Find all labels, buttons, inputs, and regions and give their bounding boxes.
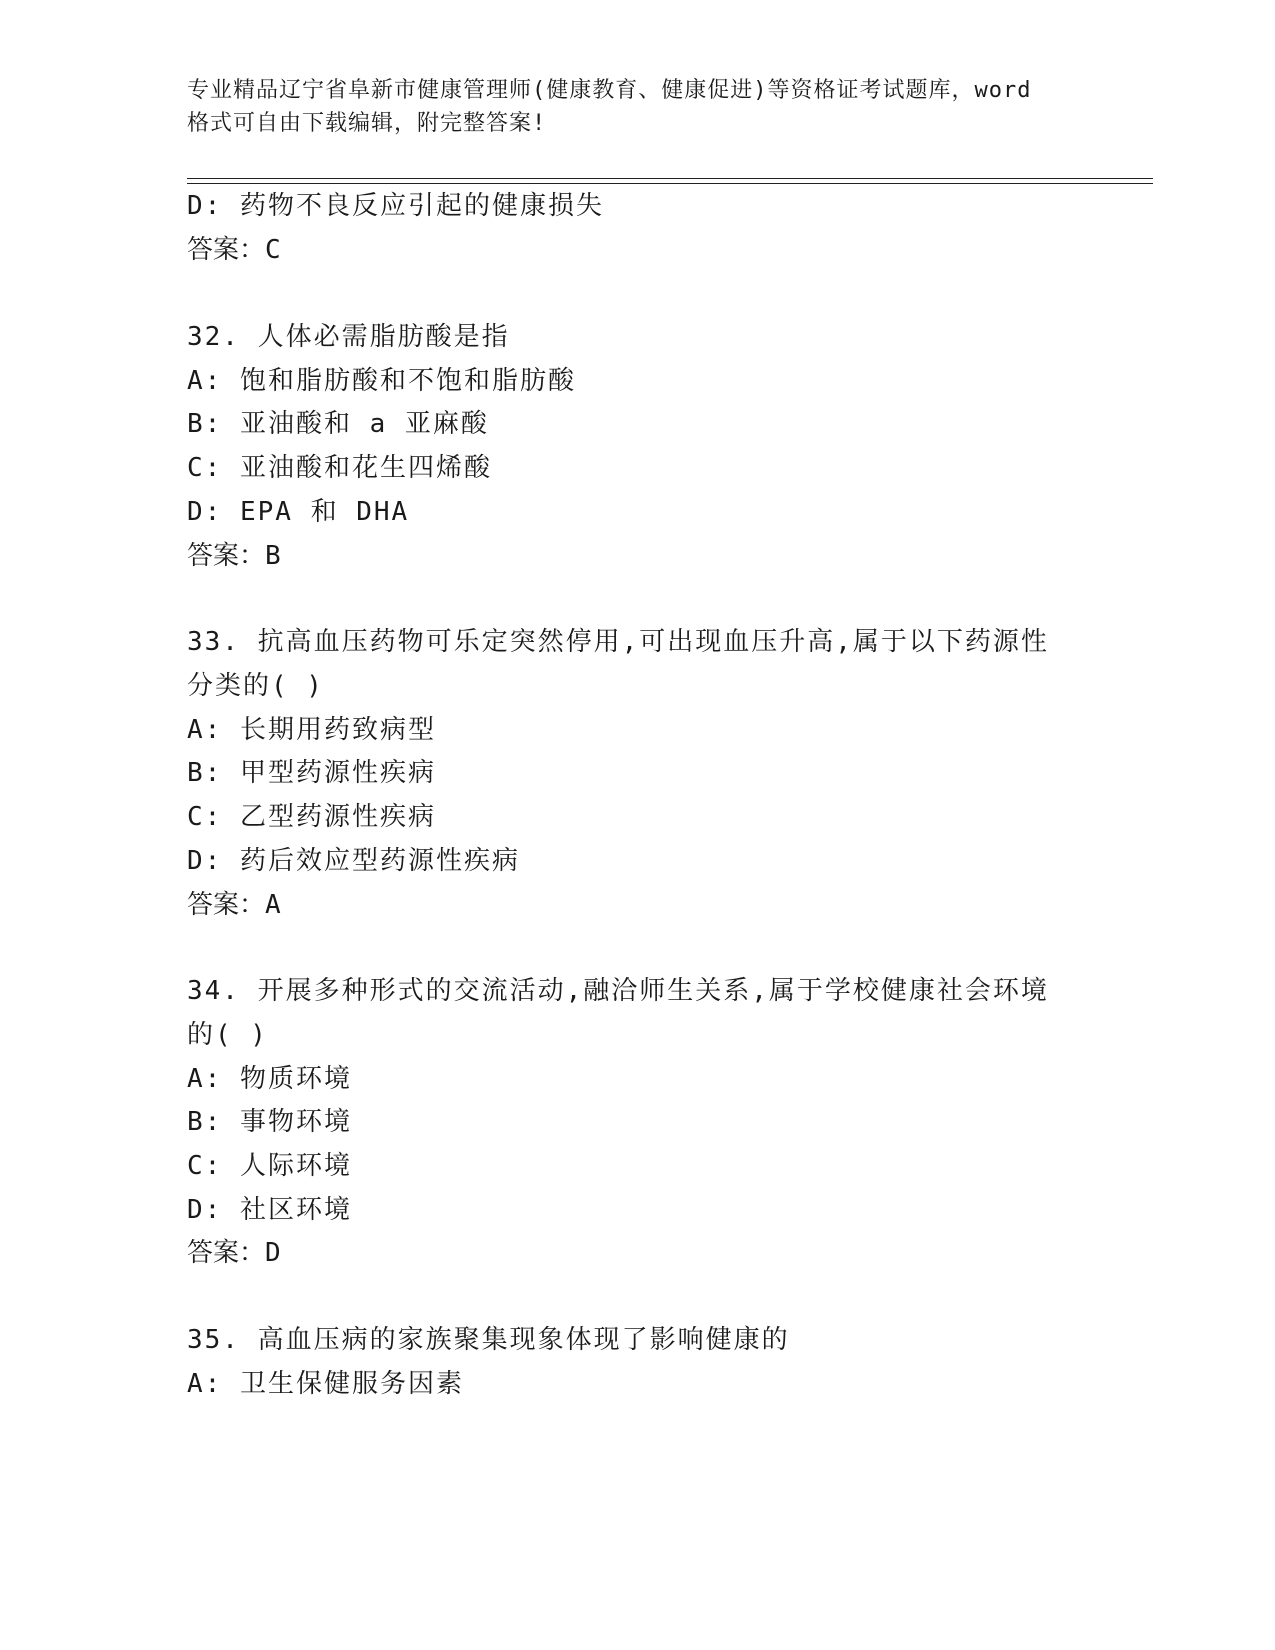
q34-option-d: D: 社区环境 xyxy=(187,1195,352,1225)
q32-option-d: D: EPA 和 DHA xyxy=(187,497,410,527)
q33-answer: 答案：A xyxy=(187,890,281,920)
q34-answer: 答案：D xyxy=(187,1238,281,1268)
header-divider-top xyxy=(187,178,1153,179)
header-line-2: 格式可自由下载编辑，附完整答案! xyxy=(187,111,547,136)
q34-option-b: B: 事物环境 xyxy=(187,1107,352,1137)
header-divider-bottom xyxy=(187,183,1153,184)
q33-option-a: A: 长期用药致病型 xyxy=(187,715,436,745)
q34-stem-line-2: 的( ) xyxy=(187,1020,268,1050)
q32-option-c: C: 亚油酸和花生四烯酸 xyxy=(187,453,492,483)
q32-stem: 32. 人体必需脂肪酸是指 xyxy=(187,322,510,352)
prev-option-d: D: 药物不良反应引起的健康损失 xyxy=(187,191,604,221)
q35-stem: 35. 高血压病的家族聚集现象体现了影响健康的 xyxy=(187,1325,790,1355)
document-header xyxy=(187,74,1087,140)
q33-option-b: B: 甲型药源性疾病 xyxy=(187,758,436,788)
q34-option-c: C: 人际环境 xyxy=(187,1151,352,1181)
q32-option-b: B: 亚油酸和 a 亚麻酸 xyxy=(187,409,489,439)
header-line-1: 专业精品辽宁省阜新市健康管理师(健康教育、健康促进)等资格证考试题库，word xyxy=(187,78,1032,103)
q33-stem-line-1: 33. 抗高血压药物可乐定突然停用,可出现血压升高,属于以下药源性 xyxy=(187,627,1049,657)
q33-option-d: D: 药后效应型药源性疾病 xyxy=(187,846,520,876)
q35-option-a: A: 卫生保健服务因素 xyxy=(187,1369,464,1399)
q32-answer: 答案：B xyxy=(187,541,281,571)
q33-option-c: C: 乙型药源性疾病 xyxy=(187,802,436,832)
prev-answer: 答案：C xyxy=(187,235,281,265)
q34-stem-line-1: 34. 开展多种形式的交流活动,融洽师生关系,属于学校健康社会环境 xyxy=(187,976,1049,1006)
q33-stem-line-2: 分类的( ) xyxy=(187,671,324,701)
q32-option-a: A: 饱和脂肪酸和不饱和脂肪酸 xyxy=(187,366,576,396)
q34-option-a: A: 物质环境 xyxy=(187,1064,352,1094)
